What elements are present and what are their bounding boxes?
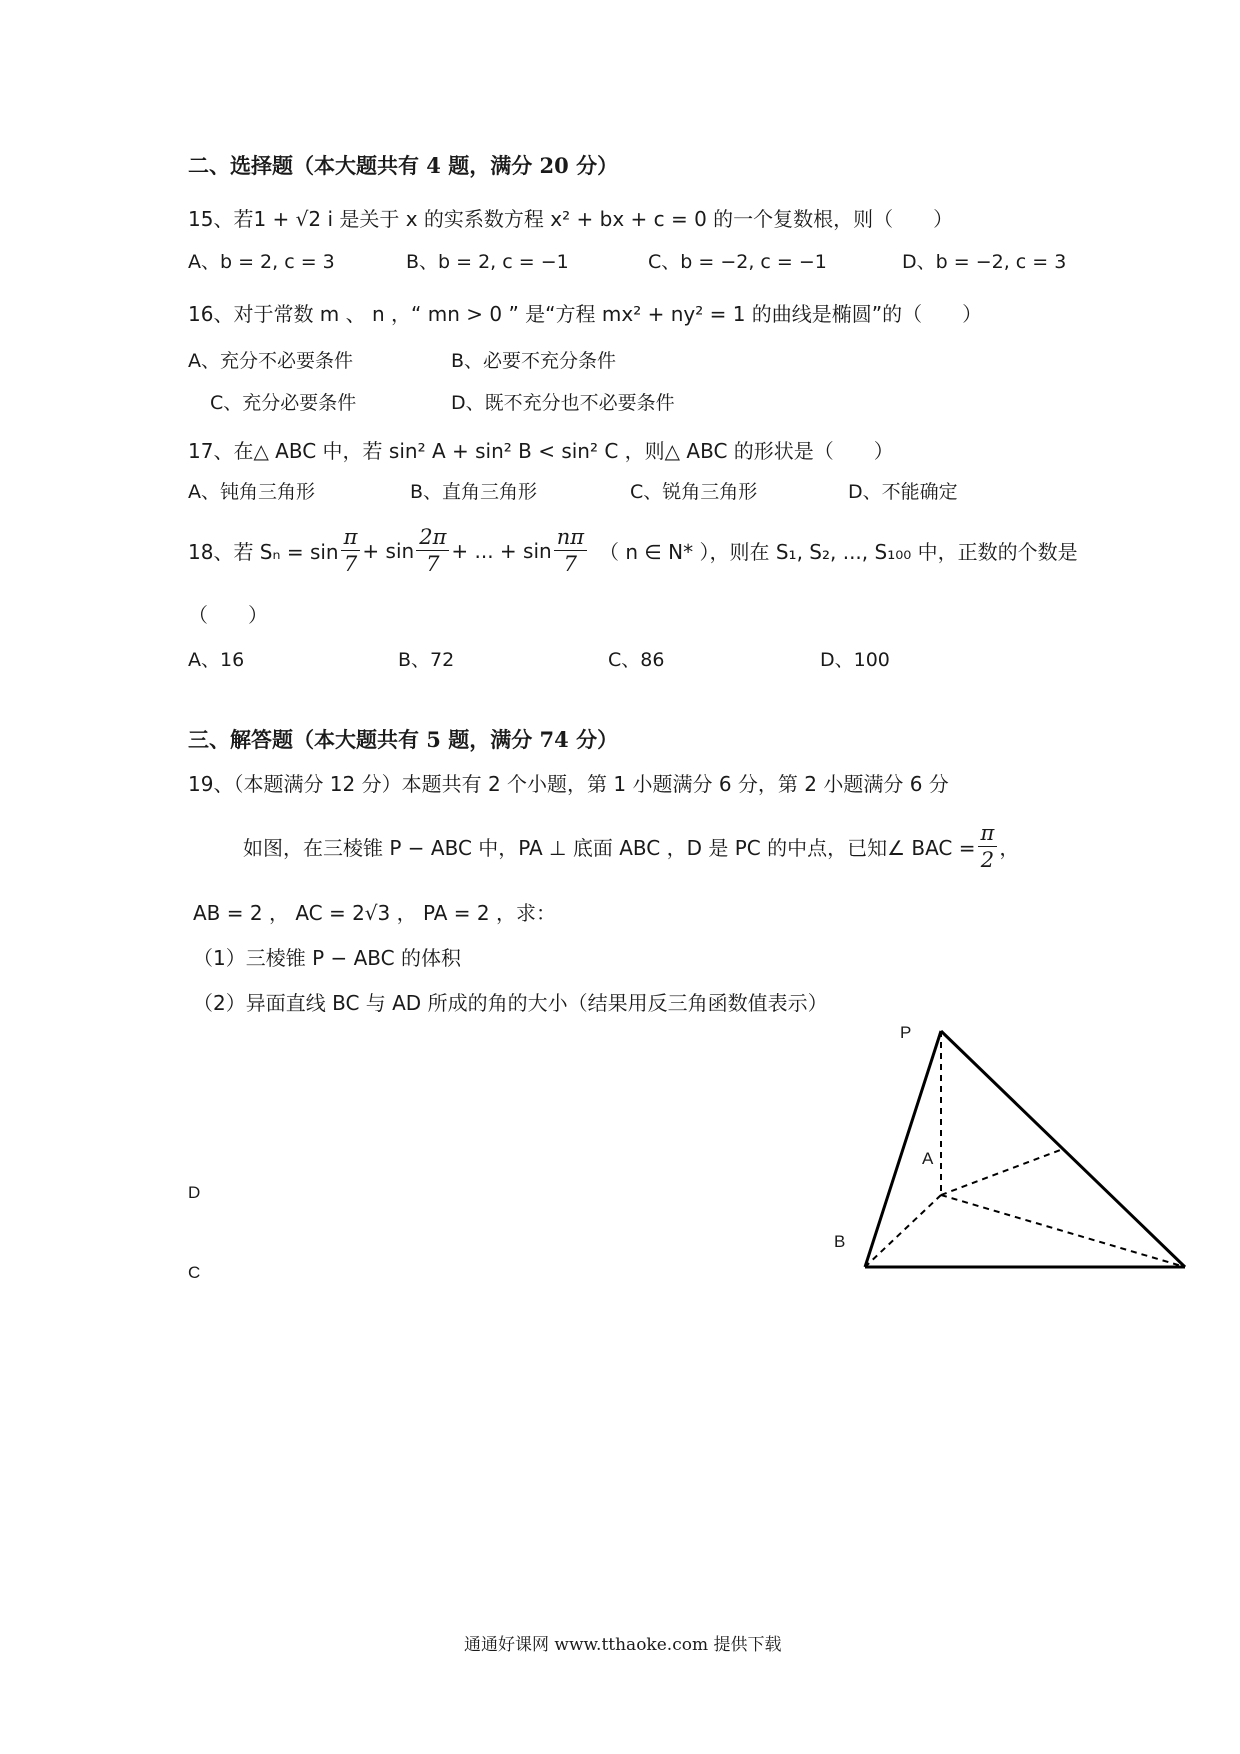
q18-option-a: A、16 (188, 649, 245, 671)
q15-option-a: A、b = 2, c = 3 (188, 251, 335, 273)
q18-option-d: D、100 (820, 649, 890, 671)
q19-body-lead: 如图，在三棱锥 P − ABC 中，PA ⊥ 底面 ABC ，D 是 PC 的中点，已知∠ BAC = (243, 836, 976, 860)
q19-angle-den: 2 (980, 848, 995, 872)
q19-angle-fraction (978, 820, 998, 873)
label-d: D (188, 1183, 201, 1202)
q16-option-a: A、充分不必要条件 (188, 350, 353, 372)
q18-fraction-2 (416, 524, 449, 577)
section-2-title: 二、选择题（本大题共有 4 题，满分 20 分） (188, 153, 619, 178)
question-15-text: 15、若1 + √2 i 是关于 x 的实系数方程 x² + bx + c = 0 的一个复数根，则（ ） (188, 207, 954, 231)
q19-part-1: （1）三棱锥 P − ABC 的体积 (193, 946, 461, 970)
q17-option-c: C、锐角三角形 (630, 481, 758, 503)
q18-tail: （ n ∈ N* ），则在 S₁, S₂, ..., S₁₀₀ 中，正数的个数是 (599, 540, 1078, 564)
question-19-body (243, 820, 1019, 873)
q18-fraction-3-num: nπ (554, 524, 587, 551)
footer-text: 通通好课网 www.tthaoke.com 提供下载 (464, 1635, 782, 1655)
q18-fraction-1-den: 7 (343, 552, 358, 576)
q18-mid-1: + sin (362, 538, 415, 563)
label-b: B (834, 1232, 846, 1251)
question-18-line (188, 524, 1078, 577)
q18-fraction-1 (341, 524, 361, 577)
q19-angle-num: π (978, 820, 998, 847)
q18-lead: 18、若 Sₙ = sin (188, 540, 339, 564)
question-19-header: 19、（本题满分 12 分）本题共有 2 个小题，第 1 小题满分 6 分，第 2 小题满分 6 分 (188, 772, 949, 796)
q19-givens: AB = 2 ， AC = 2√3 ， PA = 2 ，求： (193, 901, 557, 925)
section-3-title: 三、解答题（本大题共有 5 题，满分 74 分） (188, 727, 619, 752)
q16-option-c: C、充分必要条件 (210, 392, 357, 414)
q18-fraction-2-num: 2π (416, 524, 449, 551)
label-p: P (900, 1023, 912, 1042)
q19-body-tail: ， (999, 836, 1020, 860)
question-17-text: 17、在△ ABC 中，若 sin² A + sin² B < sin² C ，则△ ABC 的形状是（ ） (188, 439, 894, 463)
segment-ad (941, 1149, 1063, 1195)
q17-option-a: A、钝角三角形 (188, 481, 315, 503)
label-a: A (922, 1149, 934, 1168)
q17-option-b: B、直角三角形 (410, 481, 538, 503)
tetrahedron-figure (820, 1020, 1200, 1280)
label-c: C (188, 1263, 201, 1282)
q18-fraction-2-den: 7 (426, 552, 440, 576)
q18-fraction-3-den: 7 (563, 552, 578, 576)
q18-option-c: C、86 (608, 649, 665, 671)
q18-option-b: B、72 (398, 649, 455, 671)
q17-option-d: D、不能确定 (848, 481, 958, 503)
q15-option-c: C、b = −2, c = −1 (648, 251, 827, 273)
q15-option-d: D、b = −2, c = 3 (902, 251, 1067, 273)
q18-fraction-1-num: π (341, 524, 361, 551)
q16-option-d: D、既不充分也不必要条件 (451, 392, 675, 414)
question-16-text: 16、对于常数 m 、 n ，“ mn > 0 ” 是“方程 mx² + ny² = 1 的曲线是椭圆”的（ ） (188, 302, 983, 326)
q18-answer-paren: （ ） (188, 603, 268, 627)
q15-option-b: B、b = 2, c = −1 (406, 251, 569, 273)
q19-part-2: （2）异面直线 BC 与 AD 所成的角的大小（结果用反三角函数值表示） (193, 991, 828, 1015)
q18-mid-2: + ... + sin (451, 538, 552, 563)
q18-fraction-3 (554, 524, 587, 577)
q16-option-b: B、必要不充分条件 (451, 350, 617, 372)
